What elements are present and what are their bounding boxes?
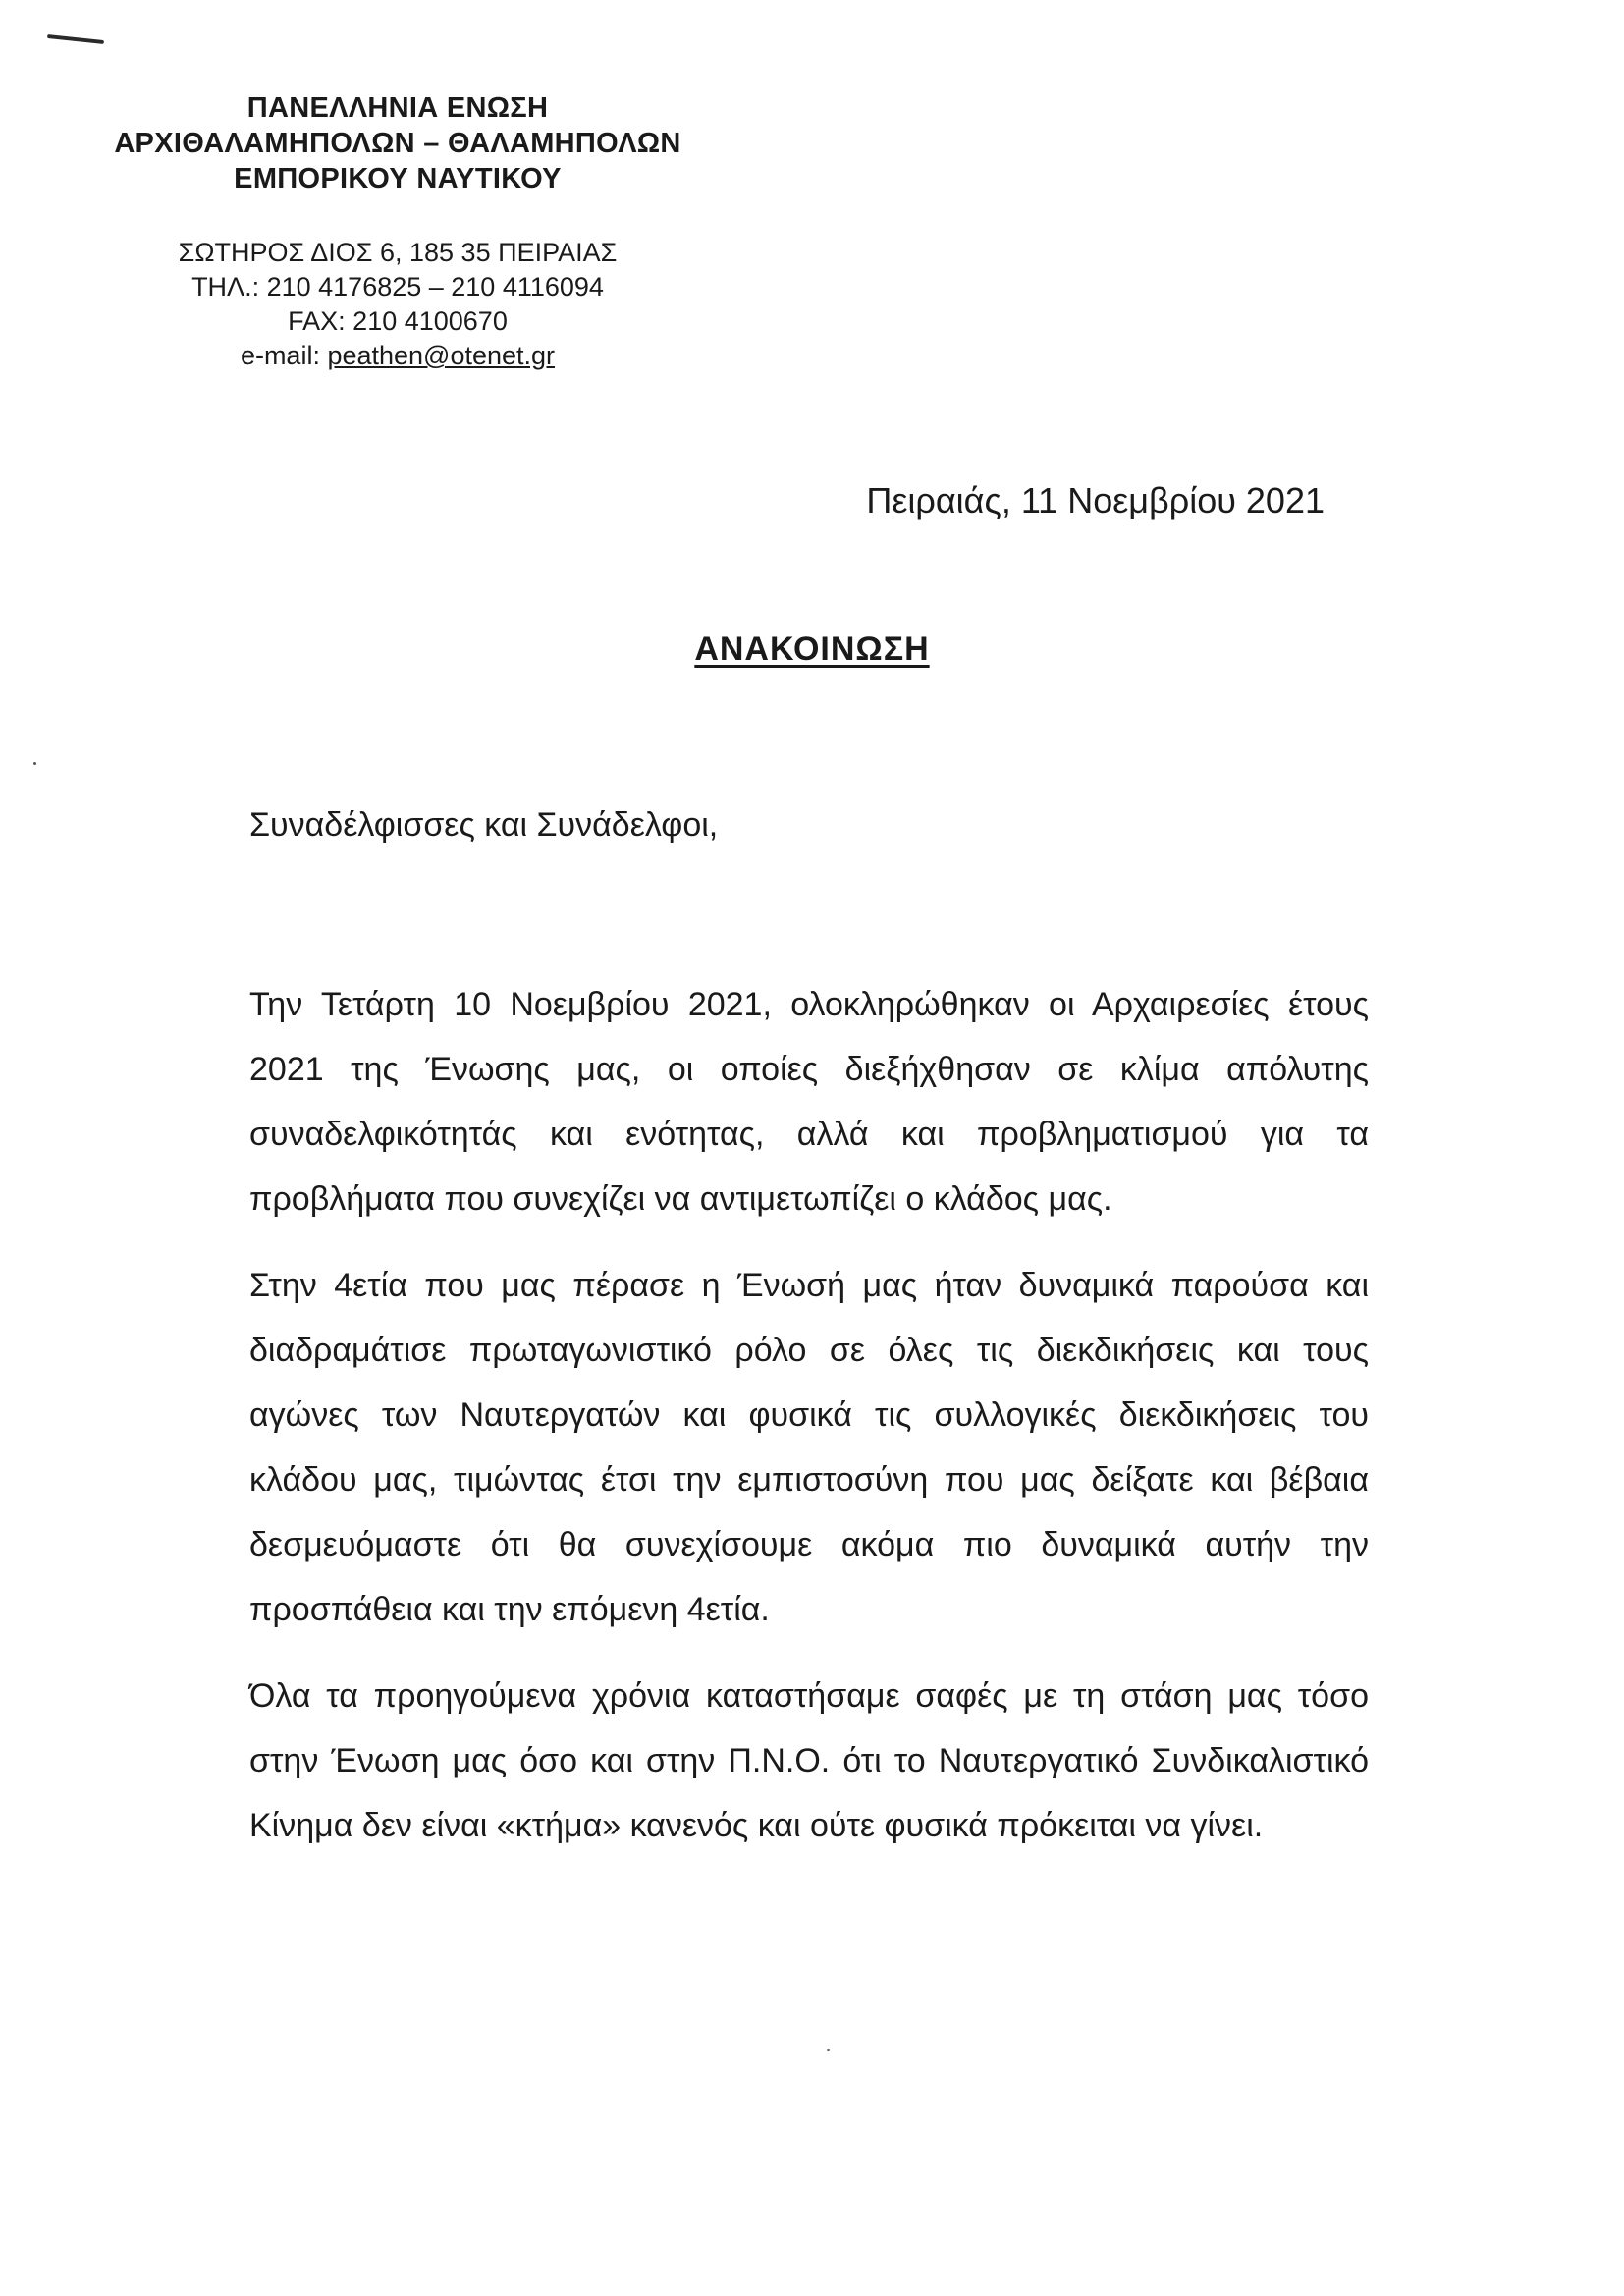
body-paragraph: Όλα τα προηγούμενα χρόνια καταστήσαμε σαφές με τη στάση μας τόσο στην Ένωση μας όσο και στην Π.Ν.Ο. ότι το Ναυτεργατικό Συνδικαλιστικό Κίνημα δεν είναι «κτήμα» κανενός και ούτε φυσικά πρόκειται να γίνει.	[249, 1677, 1369, 1844]
body-paragraph: Την Τετάρτη 10 Νοεμβρίου 2021, ολοκληρώθηκαν οι Αρχαιρεσίες έτους 2021 της Ένωσης μας, οι οποίες διεξήχθησαν σε κλίμα απόλυτης συναδελφικότητάς και ενότητας, αλλά και προβληματισμού για τα προβλήματα που συνεχίζει να αντιμετωπίζει ο κλάδος μας.	[249, 986, 1369, 1218]
org-name-line: ΑΡΧΙΘΑΛΑΜΗΠΟΛΩΝ – ΘΑΛΑΜΗΠΟΛΩΝ	[114, 128, 681, 159]
contact-block	[59, 236, 736, 373]
fax-line: FAX: 210 4100670	[288, 306, 508, 336]
email-label: e-mail:	[240, 341, 328, 370]
document-title	[0, 630, 1624, 669]
body-paragraph: Στην 4ετία που μας πέρασε η Ένωσή μας ήταν δυναμικά παρούσα και διαδραμάτισε πρωταγωνιστικό ρόλο σε όλες τις διεκδικήσεις και τους αγώνες των Ναυτεργατών και φυσικά τις συλλογικές διεκδικήσεις του κλάδου μας, τιμώντας έτσι την εμπιστοσύνη που μας δείξατε και βέβαια δεσμευόμαστε ότι θα συνεχίσουμε ακόμα πιο δυναμικά αυτήν την προσπάθεια και την επόμενη 4ετία.	[249, 1267, 1369, 1628]
scan-artifact-dot	[827, 2049, 830, 2051]
salutation: Συναδέλφισσες και Συνάδελφοι,	[249, 806, 719, 844]
org-name-line: ΠΑΝΕΛΛΗΝΙΑ ΕΝΩΣΗ	[246, 92, 549, 124]
body-text	[249, 972, 1369, 1880]
scan-artifact-dot	[33, 762, 36, 765]
email-link[interactable]: peathen@otenet.gr	[327, 341, 556, 370]
org-name-line: ΕΜΠΟΡΙΚΟΥ ΝΑΥΤΙΚΟΥ	[234, 163, 562, 194]
document-title-text: ΑΝΑΚΟΙΝΩΣΗ	[694, 630, 930, 668]
letterhead	[59, 90, 736, 373]
scan-artifact-mark	[47, 34, 104, 44]
document-date: Πειραιάς, 11 Νοεμβρίου 2021	[866, 480, 1325, 520]
phone-line: ΤΗΛ.: 210 4176825 – 210 4116094	[191, 272, 604, 301]
email-line	[59, 339, 736, 373]
address-line: ΣΩΤΗΡΟΣ ΔΙΟΣ 6, 185 35 ΠΕΙΡΑΙΑΣ	[178, 238, 618, 267]
